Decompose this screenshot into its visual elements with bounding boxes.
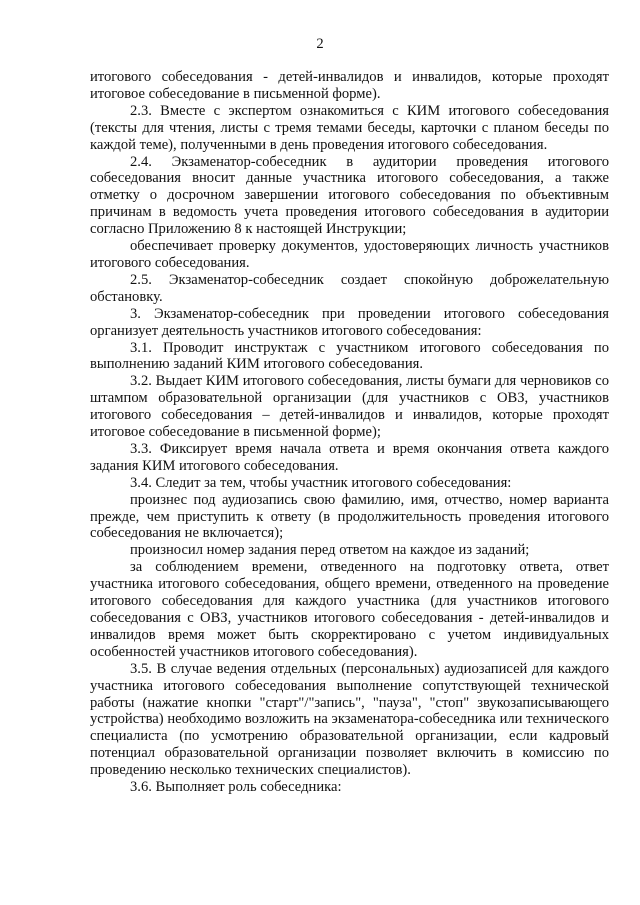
paragraph-3-2: 3.2. Выдает КИМ итогового собеседования, листы бумаги для черновиков со штампом образовательной организации (для участников с ОВЗ, участников итогового собеседования – детей-инвалидов и инвалидов, которые проходят итоговое собеседование в письменной форме); xyxy=(90,373,609,441)
paragraph-2-3: 2.3. Вместе с экспертом ознакомиться с КИМ итогового собеседования (тексты для чтения, листы с тремя темами беседы, карточки с планом беседы по каждой теме), полученными в день проведения итогового собеседования. xyxy=(90,102,609,153)
page-number: 2 xyxy=(316,36,324,52)
paragraph-check-documents: обеспечивает проверку документов, удостоверяющих личность участников итогового собеседования. xyxy=(90,238,609,271)
paragraph-task-number: произносил номер задания перед ответом на каждое из заданий; xyxy=(130,542,530,559)
paragraph-2-5: 2.5. Экзаменатор-собеседник создает спокойную доброжелательную обстановку. xyxy=(90,271,609,305)
paragraph-2-4: 2.4. Экзаменатор-собеседник в аудитории проведения итогового собеседования вносит данные участника итогового собеседования, а также отметку о досрочном завершении итогового собеседования по объективным причинам в ведомость учета проведения итогового собеседования в аудитории согласно Приложению 8 к настоящей Инструкции; xyxy=(90,153,609,238)
paragraph-3-6: 3.6. Выполняет роль собеседника: xyxy=(130,779,342,796)
paragraph-pronounce-name: произнес под аудиозапись свою фамилию, имя, отчество, номер варианта прежде, чем приступить к ответу (в продолжительность проведения итогового собеседования не включается); xyxy=(90,491,609,542)
paragraph-time-control: за соблюдением времени, отведенного на подготовку ответа, ответ участника итогового собеседования, общего времени, отведенного на проведение итогового собеседования для каждого участника (для участников итогового собеседования с ОВЗ, участников итогового собеседования - детей-инвалидов и инвалидов время может быть скорректировано с учетом индивидуальных особенностей участников итогового собеседования). xyxy=(90,559,609,660)
paragraph-3-3: 3.3. Фиксирует время начала ответа и время окончания ответа каждого задания КИМ итогового собеседования. xyxy=(90,440,609,474)
paragraph-3-1: 3.1. Проводит инструктаж с участником итогового собеседования по выполнению заданий КИМ итогового собеседования. xyxy=(90,339,609,373)
paragraph-3: 3. Экзаменатор-собеседник при проведении итогового собеседования организует деятельность участников итогового собеседования: xyxy=(90,305,609,339)
paragraph-continuation: итогового собеседования - детей-инвалидов и инвалидов, которые проходят итоговое собеседование в письменной форме). xyxy=(90,69,609,102)
paragraph-3-4: 3.4. Следит за тем, чтобы участник итогового собеседования: xyxy=(130,474,512,491)
paragraph-3-5: 3.5. В случае ведения отдельных (персональных) аудиозаписей для каждого участника итогового собеседования выполнение сопутствующей технической работы (нажатие кнопки "старт"/"запись", "пауза", "стоп" звукозаписывающего устройства) необходимо возложить на экзаменатора-собеседника или технического специалиста (по усмотрению образовательной организации, если кадровый потенциал образовательной организации позволяет включить в комиссию по проведению несколько технических специалистов). xyxy=(90,660,609,779)
body-text xyxy=(90,69,609,796)
